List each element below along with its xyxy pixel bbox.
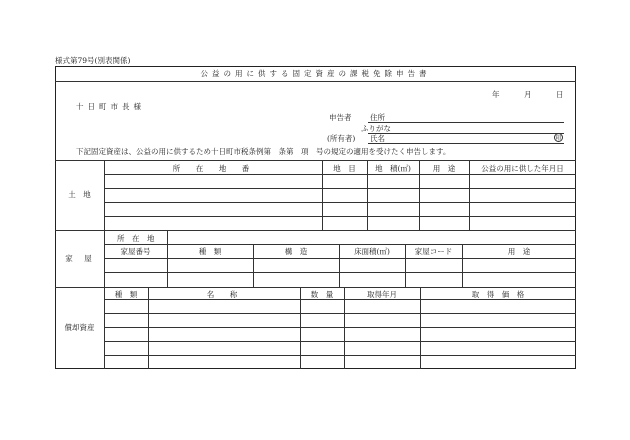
dep-row-line	[104, 341, 576, 342]
address-field[interactable]	[368, 122, 564, 123]
land-row-line	[104, 174, 576, 175]
date-month-label: 月	[524, 90, 532, 99]
seal-mark: 印	[555, 135, 562, 142]
land-col-line	[367, 160, 368, 230]
land-col-line	[322, 160, 323, 230]
house-header-number: 家屋番号	[120, 247, 151, 256]
land-row-line	[104, 202, 576, 203]
name-label: 氏名	[370, 134, 385, 143]
house-label: 家 屋	[65, 254, 94, 263]
house-header-use: 用 途	[507, 247, 531, 256]
house-header-floor-area: 床面積(㎡)	[354, 247, 390, 256]
house-location-label: 所 在 地	[117, 234, 155, 243]
furigana-field[interactable]	[368, 133, 564, 134]
land-col-line	[419, 160, 420, 230]
addressee: 十日町市長様	[76, 102, 145, 111]
depreciable-top-line	[55, 287, 576, 288]
land-label: 土 地	[68, 190, 91, 199]
form-title: 公益の用に供する固定資産の課税免除申告書	[200, 69, 431, 78]
form-number: 様式第79号(別表関係)	[55, 56, 131, 65]
land-row-line	[104, 216, 576, 217]
dep-header-type: 種 類	[114, 290, 138, 299]
land-header-date: 公益の用に供した年月日	[481, 164, 564, 173]
house-col-line	[339, 244, 340, 287]
dep-col-line	[300, 287, 301, 369]
dep-header-acquired: 取得年月	[367, 290, 397, 299]
applicant-label: 申告者	[329, 113, 352, 122]
date-year-label: 年	[492, 90, 500, 99]
house-col-line	[253, 244, 254, 287]
dep-row-line	[104, 299, 576, 300]
date-day-label: 日	[556, 90, 564, 99]
furigana-label: ふりがな	[361, 124, 391, 133]
dep-header-price: 取 得 価 格	[471, 290, 525, 299]
dep-col-line	[344, 287, 345, 369]
land-col-line	[469, 160, 470, 230]
house-row-line	[104, 272, 576, 273]
house-header-structure: 構 造	[284, 247, 308, 256]
dep-header-quantity: 数 量	[310, 290, 334, 299]
house-row-line	[104, 244, 576, 245]
dep-col-line	[420, 287, 421, 369]
house-top-line	[55, 230, 576, 231]
dep-row-line	[104, 327, 576, 328]
land-header-area: 地 積(㎡)	[375, 164, 411, 173]
house-row-line	[104, 258, 576, 259]
land-top-line	[55, 160, 576, 161]
name-field[interactable]	[368, 143, 564, 144]
house-col-line	[405, 244, 406, 287]
dep-row-line	[104, 313, 576, 314]
land-header-location: 所 在 地 番	[172, 164, 254, 173]
owner-label: (所有者)	[327, 134, 356, 143]
land-header-category: 地 目	[333, 164, 356, 173]
house-header-type: 種 類	[198, 247, 222, 256]
land-row-line	[104, 188, 576, 189]
depreciable-label: 償却資産	[64, 323, 95, 332]
dep-row-line	[104, 355, 576, 356]
land-header-use: 用 途	[432, 164, 456, 173]
house-col-line	[462, 244, 463, 287]
statement-text: 下記固定資産は、公益の用に供するため十日町市税条例第 条第 項 号の規定の適用を受けたく申告します。	[76, 147, 451, 156]
dep-col-line	[148, 287, 149, 369]
house-header-code: 家屋コード	[414, 247, 453, 256]
address-label: 住所	[370, 113, 385, 122]
title-divider	[55, 81, 576, 82]
form-frame	[55, 66, 576, 369]
dep-header-name: 名 称	[206, 290, 242, 299]
